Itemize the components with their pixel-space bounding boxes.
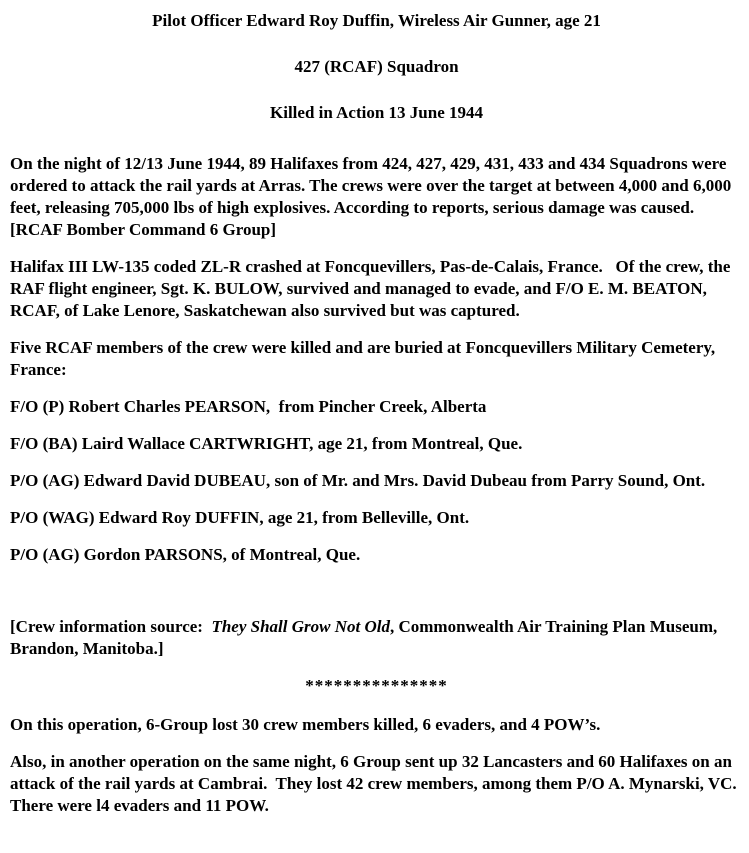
doc-subtitle-killed-in-action: Killed in Action 13 June 1944 <box>270 103 483 122</box>
paragraph-burial-intro: Five RCAF members of the crew were killed and are buried at Foncquevillers Military Cemetery, France: <box>10 338 720 379</box>
crew-member-cartwright: F/O (BA) Laird Wallace CARTWRIGHT, age 21, from Montreal, Que. <box>10 434 523 453</box>
doc-subtitle-squadron: 427 (RCAF) Squadron <box>294 57 459 76</box>
asterisk-separator: *************** <box>305 676 448 695</box>
paragraph-operation: On the night of 12/13 June 1944, 89 Halifaxes from 424, 427, 429, 431, 433 and 434 Squadrons were ordered to attack the rail yards at Arras. The crews were over the target at between 4,000 and 6,000 feet, releasing 705,000 lbs of high explosives. According to reports, serious damage was caused. [RCAF Bomber Command 6 Group] <box>10 154 736 239</box>
source-note-prefix: [Crew information source: <box>10 617 212 636</box>
paragraph-crash: Halifax III LW-135 coded ZL-R crashed at Foncquevillers, Pas-de-Calais, France. Of the crew, the RAF flight engineer, Sgt. K. BULOW, survived and managed to evade, and F/O E. M. BEATON, RCAF, of Lake Lenore, Saskatchewan also survived but was captured. <box>10 257 735 320</box>
crew-member-duffin: P/O (WAG) Edward Roy DUFFIN, age 21, from Belleville, Ont. <box>10 508 470 527</box>
paragraph-cambrai: Also, in another operation on the same night, 6 Group sent up 32 Lancasters and 60 Halifaxes on an attack of the rail yards at Cambrai. They lost 42 crew members, among them P/O A. Mynarski, VC. There were l4 evaders and 11 POW. <box>10 752 741 815</box>
crew-member-pearson: F/O (P) Robert Charles PEARSON, from Pincher Creek, Alberta <box>10 397 487 416</box>
crew-member-parsons: P/O (AG) Gordon PARSONS, of Montreal, Que. <box>10 545 361 564</box>
paragraph-source-note <box>10 616 743 660</box>
crew-member-dubeau: P/O (AG) Edward David DUBEAU, son of Mr. and Mrs. David Dubeau from Parry Sound, Ont. <box>10 471 706 490</box>
doc-title: Pilot Officer Edward Roy Duffin, Wireless Air Gunner, age 21 <box>152 11 601 30</box>
source-note-suffix: , Commonwealth Air Training Plan Museum, Brandon, Manitoba.] <box>10 617 722 658</box>
source-note-book-title: They Shall Grow Not Old <box>211 617 390 636</box>
paragraph-losses: On this operation, 6-Group lost 30 crew members killed, 6 evaders, and 4 POW’s. <box>10 715 601 734</box>
